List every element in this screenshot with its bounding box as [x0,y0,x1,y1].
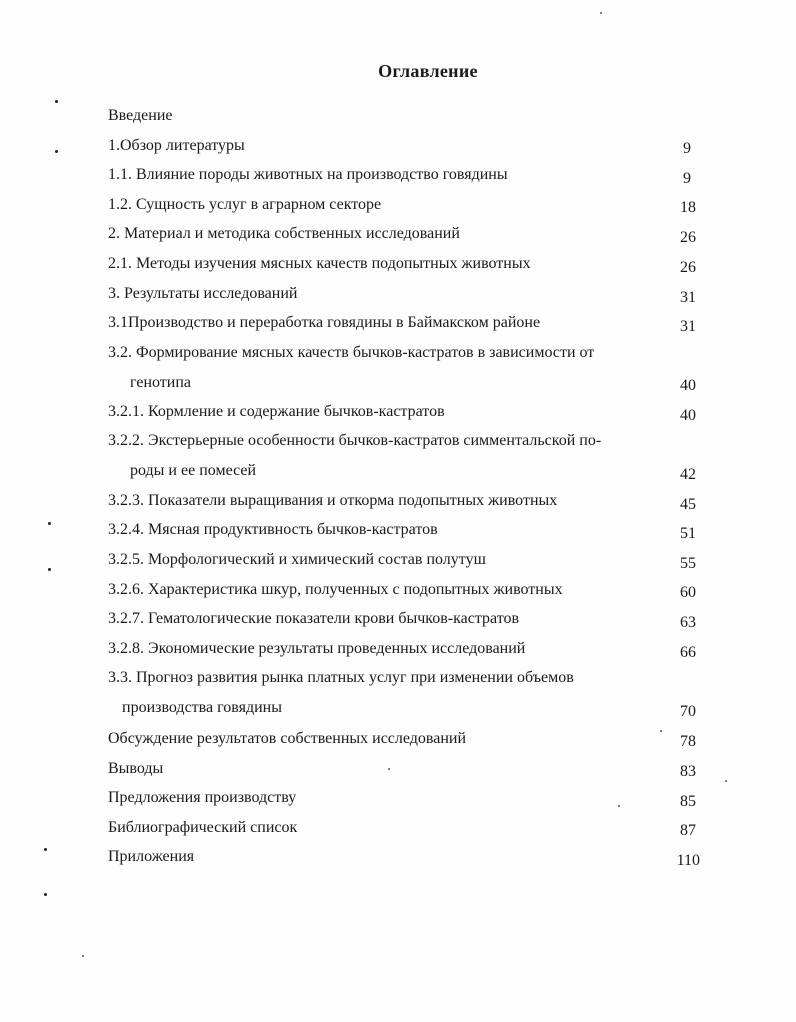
toc-page-number: 45 [680,496,696,513]
scan-speck [55,150,58,153]
toc-page-number: 18 [680,199,696,216]
toc-entry: 3.1Производство и переработка говядины в Баймакском районе [108,314,541,331]
toc-entry: Обсуждение результатов собственных исследований [108,730,467,747]
toc-page-number: 31 [680,289,696,306]
scan-speck [725,780,727,782]
toc-page-number: 63 [680,614,696,631]
toc-entry: 3.2. Формирование мясных качеств бычков-кастратов в зависимости от [108,344,595,361]
toc-entry: 3.2.1. Кормление и содержание бычков-кастратов [108,403,445,420]
page-title: Оглавление [378,61,478,81]
toc-page-number: 66 [680,644,696,661]
toc-page-number: 78 [680,733,696,750]
toc-page-number: 31 [680,318,696,335]
scan-speck [388,768,390,770]
scan-speck [82,955,84,957]
toc-entry: 3.2.6. Характеристика шкур, полученных с подопытных животных [108,581,563,598]
toc-page-number: 26 [680,259,696,276]
toc-entry-continuation: роды и ее помесей [130,462,257,479]
toc-entry: 1.1. Влияние породы животных на производство говядины [108,166,508,183]
toc-entry: 3.2.3. Показатели выращивания и откорма подопытных животных [108,492,558,509]
toc-entry: 2.1. Методы изучения мясных качеств подопытных животных [108,255,531,272]
toc-entry: 3. Результаты исследований [108,285,298,302]
scan-speck [48,522,51,525]
scan-speck [600,12,602,14]
toc-entry: Приложения [108,848,195,865]
scan-speck [55,100,58,103]
toc-entry-continuation: производства говядины [122,699,282,716]
toc-entry: 3.3. Прогноз развития рынка платных услуг при изменении объемов [108,669,574,686]
scan-speck [48,568,51,571]
toc-entry: 2. Материал и методика собственных исследований [108,225,460,242]
toc-entry: 3.2.2. Экстерьерные особенности бычков-кастратов симментальской по- [108,432,602,449]
toc-page-number: 51 [680,525,696,542]
toc-page-number: 83 [680,763,696,780]
scan-speck [618,805,620,807]
toc-entry: 3.2.5. Морфологический и химический состав полутуш [108,551,486,568]
toc-page-number: 60 [680,584,696,601]
scan-speck [44,893,47,896]
toc-page-number: 55 [680,555,696,572]
toc-entry: 3.2.4. Мясная продуктивность бычков-кастратов [108,521,438,538]
toc-page-number: 110 [676,852,700,869]
toc-entry: Предложения производству [108,789,297,806]
toc-page-number: 9 [683,170,691,187]
toc-page-number: 85 [680,793,696,810]
toc-page-number: 40 [680,377,696,394]
toc-page-number: 40 [680,407,696,424]
toc-entry: Выводы [108,760,164,777]
toc-entry: Библиографический список [108,819,298,836]
toc-page-number: 9 [683,140,691,157]
scan-speck [660,730,662,732]
toc-page-number: 70 [680,703,696,720]
toc-page-number: 42 [680,466,696,483]
toc-page-number: 87 [680,822,696,839]
scan-speck [44,848,47,851]
toc-entry: 1.2. Сущность услуг в аграрном секторе [108,196,382,213]
toc-entry: 3.2.8. Экономические результаты проведенных исследований [108,640,526,657]
toc-entry-introduction: Введение [108,107,173,124]
toc-entry-continuation: генотипа [130,374,192,391]
toc-page-number: 26 [680,229,696,246]
toc-entry: 3.2.7. Гематологические показатели крови бычков-кастратов [108,610,520,627]
toc-entry: 1.Обзор литературы [108,137,245,154]
